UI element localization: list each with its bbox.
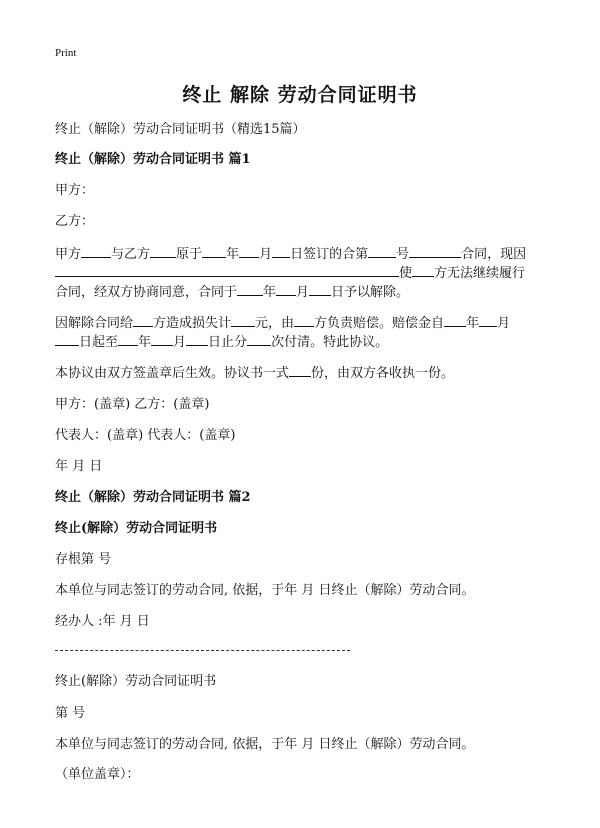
blank-line	[239, 245, 259, 258]
print-label[interactable]: Print	[55, 47, 77, 59]
para2-text: 年	[466, 316, 480, 331]
blank-line	[276, 283, 296, 296]
para1-text: 号	[396, 247, 410, 262]
section2-heading: 终止（解除）劳动合同证明书 篇2	[55, 490, 251, 505]
para1-text: 原于	[176, 247, 203, 262]
blank-line	[55, 333, 79, 346]
para1-text: 年	[226, 247, 240, 262]
para1-line3	[55, 283, 409, 301]
blank-line	[151, 333, 173, 346]
para1-text: 方无法继续履行	[434, 266, 526, 281]
para2-text: 因解除合同给	[55, 316, 134, 331]
para1-text: 合同，现因	[461, 247, 527, 262]
signature-line-1: 甲方：(盖章) 乙方：(盖章)	[55, 397, 210, 412]
para1-text: 日签订的合第	[290, 247, 369, 262]
blank-line	[118, 333, 138, 346]
para1-text: 日予以解除。	[331, 285, 410, 300]
para3-line	[55, 364, 454, 382]
party-a-label: 甲方：	[55, 183, 95, 198]
blank-line	[237, 283, 263, 296]
para1-line2	[55, 264, 525, 282]
page-title: 终止 解除 劳动合同证明书	[182, 84, 418, 106]
signature-line-2: 代表人：(盖章) 代表人：(盖章)	[55, 428, 236, 443]
para2-text: 次付清。特此协议。	[271, 335, 389, 350]
blank-line	[231, 314, 255, 327]
section2-body-1: 本单位与同志签订的劳动合同, 依据，于年 月 日终止（解除）劳动合同。	[55, 583, 475, 598]
blank-line	[409, 245, 461, 258]
unit-seal-line: （单位盖章）：	[55, 767, 140, 782]
cut-line-divider	[55, 650, 350, 651]
para2-text: 月	[497, 316, 511, 331]
blank-line	[55, 264, 399, 277]
blank-line	[150, 245, 176, 258]
para2-text: 方造成损失计	[153, 316, 232, 331]
subtitle: 终止（解除）劳动合同证明书（精选15篇）	[55, 122, 306, 137]
blank-line	[202, 245, 226, 258]
stub-number: 存根第 号	[55, 552, 112, 567]
blank-line	[247, 333, 271, 346]
para1-text: 月	[296, 285, 310, 300]
para2-text: 日止分	[208, 335, 248, 350]
para2-text: 日起至	[79, 335, 119, 350]
section2-subheading: 终止(解除）劳动合同证明书	[55, 521, 218, 536]
para2-text: 元，由	[255, 316, 295, 331]
party-b-label: 乙方：	[55, 214, 95, 229]
blank-line	[289, 364, 311, 377]
blank-line	[368, 245, 396, 258]
blank-line	[81, 245, 111, 258]
para1-text: 合同，经双方协商同意，合同于	[55, 285, 238, 300]
blank-line	[412, 264, 434, 277]
para1-text: 年	[263, 285, 277, 300]
blank-line	[186, 333, 208, 346]
certificate-number: 第 号	[55, 706, 86, 721]
para2-text: 方负责赔偿。赔偿金自	[314, 316, 445, 331]
para1-text: 使	[399, 266, 413, 281]
handler-line: 经办人 :年 月 日	[55, 614, 150, 629]
para1-line1	[55, 245, 526, 263]
para1-text: 月	[259, 247, 273, 262]
para3-text: 本协议由双方签盖章后生效。协议书一式	[55, 366, 290, 381]
para2-text: 月	[173, 335, 187, 350]
blank-line	[444, 314, 466, 327]
blank-line	[479, 314, 497, 327]
para1-text: 甲方	[55, 247, 82, 262]
para2-line1	[55, 314, 510, 332]
para2-text: 年	[138, 335, 152, 350]
section2-subheading-2: 终止(解除）劳动合同证明书	[55, 674, 217, 689]
blank-line	[272, 245, 290, 258]
section1-heading: 终止（解除）劳动合同证明书 篇1	[55, 152, 251, 167]
blank-line	[294, 314, 314, 327]
blank-line	[309, 283, 331, 296]
para2-line2	[55, 333, 388, 351]
section2-body-2: 本单位与同志签订的劳动合同, 依据，于年 月 日终止（解除）劳动合同。	[55, 737, 475, 752]
para3-text: 份，由双方各收执一份。	[311, 366, 455, 381]
blank-line	[133, 314, 153, 327]
para1-text: 与乙方	[111, 247, 151, 262]
date-line: 年 月 日	[55, 459, 103, 474]
